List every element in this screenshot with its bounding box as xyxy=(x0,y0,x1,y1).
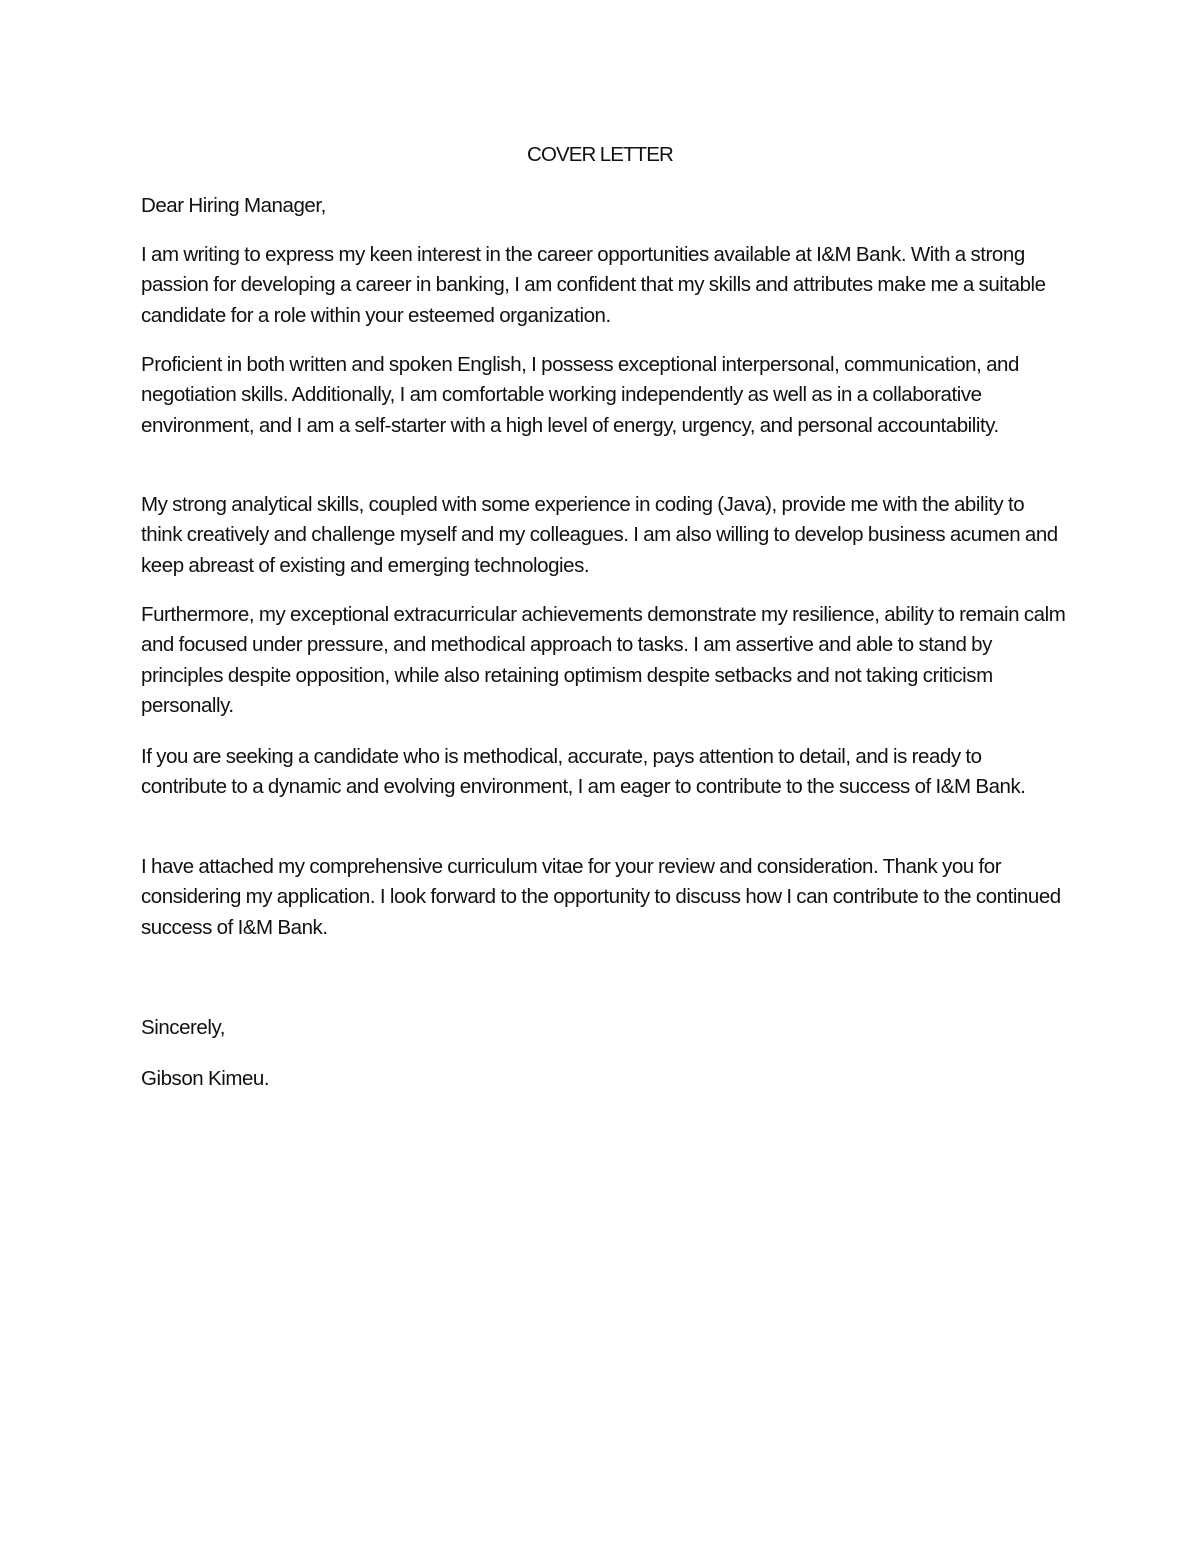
body-paragraph-1: I am writing to express my keen interest in the career opportunities available at I&M Bank. With a strong passion for developing a career in banking, I am confident that my skills and attributes make me a suitable candidate for a role within your esteemed organization. xyxy=(141,243,1046,327)
signature: Gibson Kimeu. xyxy=(141,1067,270,1090)
salutation: Dear Hiring Manager, xyxy=(141,194,326,217)
body-paragraph-5: If you are seeking a candidate who is methodical, accurate, pays attention to detail, and is ready to contribute to a dynamic and evolving environment, I am eager to contribute to the success of I&M Bank. xyxy=(141,745,1026,799)
body-paragraph-4: Furthermore, my exceptional extracurricular achievements demonstrate my resilience, ability to remain calm and focused under pressure, and methodical approach to tasks. I am assertive and able to stand by principles despite opposition, while also retaining optimism despite setbacks and not taking criticism personally. xyxy=(141,603,1066,718)
closing: Sincerely, xyxy=(141,1016,225,1039)
page-title: COVER LETTER xyxy=(527,143,673,166)
body-paragraph-3: My strong analytical skills, coupled with some experience in coding (Java), provide me with the ability to think creatively and challenge myself and my colleagues. I am also willing to develop business acumen and keep abreast of existing and emerging technologies. xyxy=(141,493,1058,577)
body-paragraph-6: I have attached my comprehensive curriculum vitae for your review and consideration. Thank you for considering my application. I look forward to the opportunity to discuss how I can contribute to the continued success of I&M Bank. xyxy=(141,855,1061,939)
body-paragraph-2: Proficient in both written and spoken English, I possess exceptional interpersonal, communication, and negotiation skills. Additionally, I am comfortable working independently as well as in a collaborative environment, and I am a self-starter with a high level of energy, urgency, and personal accountability. xyxy=(141,353,1019,437)
